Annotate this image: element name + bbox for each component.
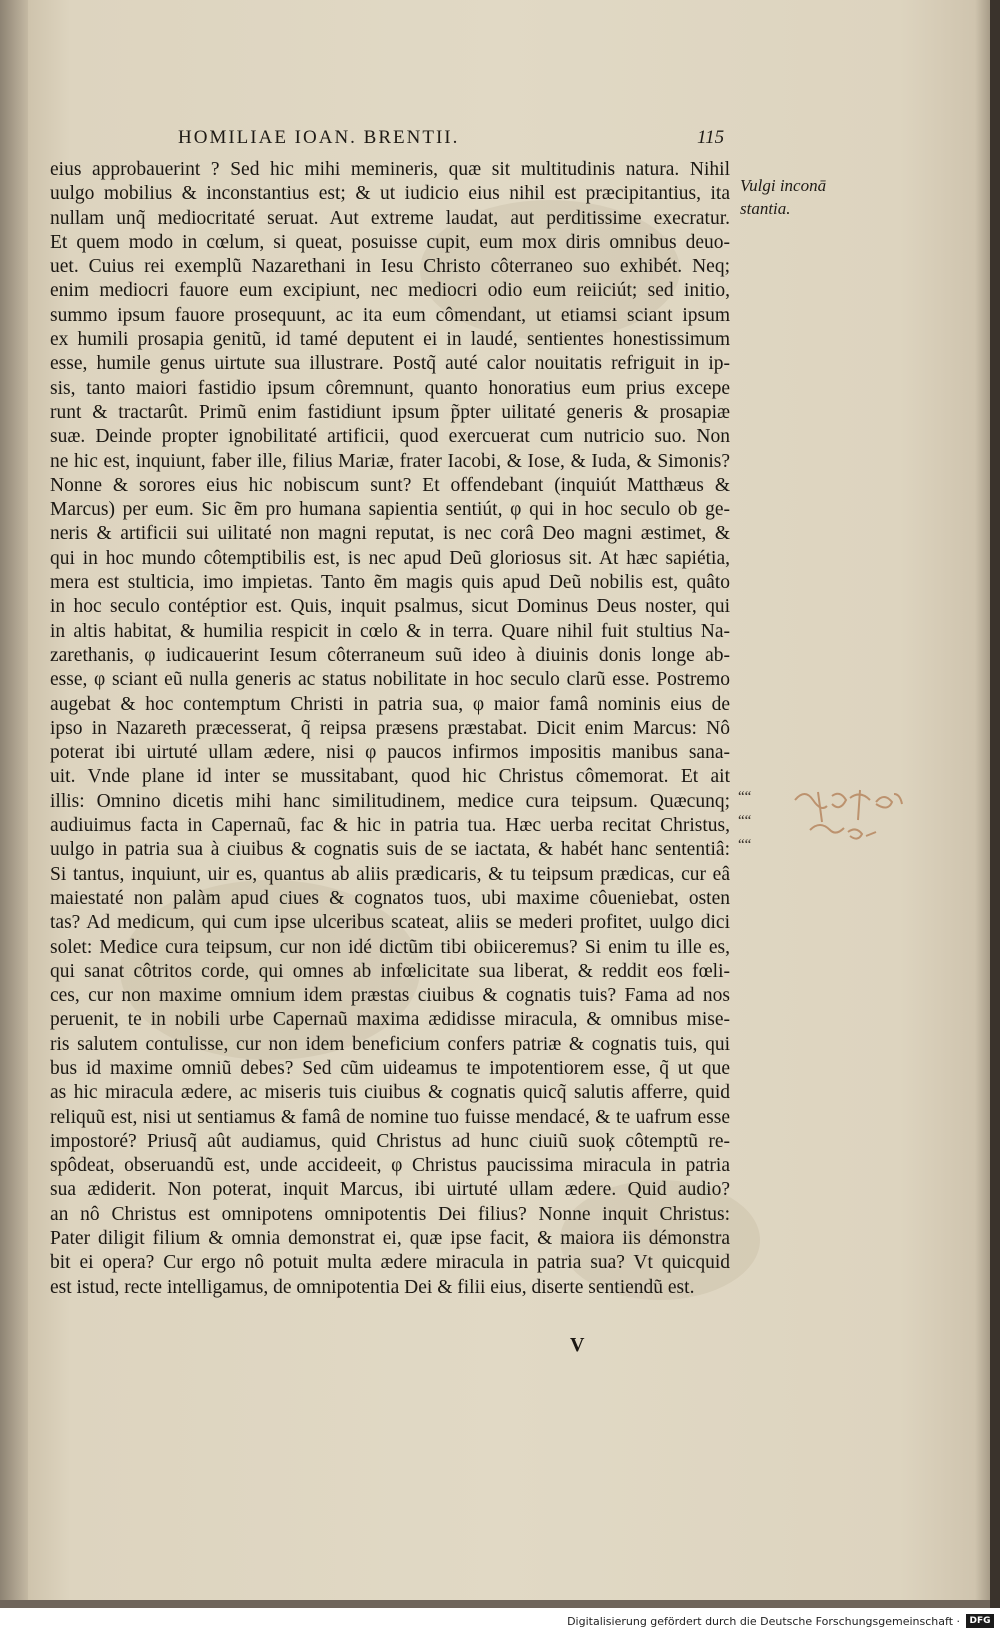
text-line: peruenit, te in nobili urbe Capernaũ maxima ædidisse miracula, & omnibus mise-: [50, 1009, 730, 1031]
text-line: neris & artificii sui uilitaté non magni reputat, is nec corâ Deo magni æstimet, &: [50, 523, 730, 545]
text-line: solet: Medice cura teipsum, cur non idé dictũm tibi obiiceremus? Si enim tu ille es,: [50, 936, 730, 958]
text-line: uulgo mobilius & inconstantius est; & ut iudicio eius nihil est præcipitantius, ita: [50, 183, 730, 205]
text-line: uit. Vnde plane id inter se mussitabant, quod hic Christus cômemorat. Et ait: [50, 766, 730, 788]
text-line: Si tantus, inquiunt, uir es, quantus ab aliis prædicaris, & tu teipsum prædicas, cur eâ: [50, 863, 730, 885]
text-line: qui sanat côtritos corde, qui omnes ab infœlicitate sua liberat, & reddit eos fœli-: [50, 960, 730, 982]
text-line: bus id maxime omniũ debes? Sed cũm uideamus te impotentiorem esse, q̃ ut que: [50, 1057, 730, 1079]
text-line: runt & tractarût. Primũ enim fastidiunt ipsum p̃pter uilitaté generis & prosapiæ: [50, 401, 730, 423]
text-line: bit ei opera? Cur ergo nô potuit multa ædere miracula in patria sua? Vt quicquid: [50, 1252, 730, 1274]
text-line: zarethanis, φ iudicauerint Iesum côterraneum suũ ideo à diuinis donis longe ab-: [50, 644, 730, 666]
running-head: [0, 127, 990, 153]
text-line: suæ. Deinde propter ignobilitaté artificii, quod exercuerat cum nutricio suo. Non: [50, 426, 730, 448]
handwritten-annotation: [790, 780, 920, 850]
body-text: [50, 158, 730, 1300]
text-line: mera est stulticia, imo impietas. Tanto ẽm magis quis apud Deũ nobilis est, quâto: [50, 572, 730, 594]
quote-mark: ““: [738, 813, 752, 829]
text-line: as hic miracula ædere, ac miseris tuis ciuibus & cognatis quicq̃ salutis afferre, quid: [50, 1082, 730, 1104]
text-line: uulgo in patria sua à ciuibus & cognatis suis de se iactata, & habét hanc sententiâ:: [50, 839, 730, 861]
text-line: sua ædiderit. Non poterat, inquit Marcus, ibi uirtuté ullam ædere. Quid audio?: [50, 1179, 730, 1201]
signature-mark: V: [570, 1334, 585, 1356]
text-line: illis: Omnino dicetis mihi hanc similitudinem, medice cura teipsum. Quæcunq;: [50, 790, 730, 812]
text-line: Nonne & sorores eius hic nobiscum sunt? Et offendebant (inquiút Matthæus &: [50, 474, 730, 496]
quote-mark: ““: [738, 837, 752, 853]
text-line: in hoc seculo contéptior est. Quis, inquit psalmus, sicut Dominus Deus noster, qui: [50, 596, 730, 618]
text-line: ipso in Nazareth præcesserat, q̃ reipsa præsens præstabat. Dicit enim Marcus: Nô: [50, 717, 730, 739]
quote-mark: ““: [738, 789, 752, 805]
page-edge: [990, 0, 1000, 1608]
text-line: esse, humile genus uirtute sua illustrare. Postq̃ auté calor nouitatis refriguit in ip-: [50, 353, 730, 375]
text-line: augebat & hoc contemptum Christi in patria sua, φ maior famâ nominis eius de: [50, 693, 730, 715]
funding-note: Digitalisierung gefördert durch die Deutsche Forschungsgemeinschaft ·: [567, 1615, 960, 1628]
text-line: tas? Ad medicum, qui cum ipse ulceribus scateat, aliis se mederi profitet, uulgo dici: [50, 912, 730, 934]
running-head-title: HOMILIAE IOAN. BRENTII.: [178, 127, 460, 148]
text-line: audiuimus facta in Capernaũ, fac & hic in patria tua. Hæc uerba recitat Christus,: [50, 815, 730, 837]
text-line: maiestaté non palàm apud ciues & cognatos tuos, ubi maxime côueniebat, osten: [50, 887, 730, 909]
digitization-footer: [0, 1612, 1000, 1632]
text-line: in altis habitat, & humilia respicit in cœlo & in terra. Quare nihil fuit stultius Na-: [50, 620, 730, 642]
text-line: ne hic est, inquiunt, faber ille, filius Mariæ, frater Iacobi, & Iose, & Iuda, & Simonis?: [50, 450, 730, 472]
text-line: enim mediocri fauore eum excipiunt, nec mediocri odio eum reiiciút; sed initio,: [50, 280, 730, 302]
text-line: spôdeat, obseruandũ est, unde accideeit, φ Christus paucissima miracula in patria: [50, 1155, 730, 1177]
text-line: sis, tanto maiori fastidio ipsum côremnunt, quanto honoratius eum prius excepe: [50, 377, 730, 399]
text-line: an nô Christus est omnipotens omnipotentis Dei filius? Nonne inquit Christus:: [50, 1203, 730, 1225]
text-line: ces, cur non maxime omnium idem præstas ciuibus & cognatis tuis? Fama ad nos: [50, 985, 730, 1007]
marginal-note: [740, 174, 830, 220]
text-line: impostoré? Priusq̃ aût audiamus, quid Christus ad hunc ciuiũ suoķ côtemptũ re-: [50, 1130, 730, 1152]
text-line: ex humili prosapia genitũ, id tamé deputent ei in laudé, sentientes honestissimum: [50, 329, 730, 351]
text-line: Pater diligit filium & omnia demonstrat ei, quæ ipse facit, & maiora iis démonstra: [50, 1228, 730, 1250]
text-line: esse, φ sciant eũ nulla generis ac status nobilitate in hoc seculo clarũ esse. Postremo: [50, 669, 730, 691]
text-line: est istud, recte intelligamus, de omnipotentia Dei & filii eius, diserte sentiendũ est.: [50, 1276, 695, 1298]
text-line: ris salutem contulisse, cur non idem beneficium confers patriæ & cognatis tuis, qui: [50, 1033, 730, 1055]
quotation-marks: [738, 785, 768, 857]
text-line: nullam unq̃ mediocritaté seruat. Aut extreme laudat, aut perditissime execratur.: [50, 207, 730, 229]
text-line: summo ipsum fauore prosequunt, ac ita eum cômendant, ut etiamsi sciant ipsum: [50, 304, 730, 326]
marginal-note-line: Vulgi inconā: [740, 176, 827, 195]
text-line: uet. Cuius rei exemplũ Nazarethani in Iesu Christo côterraneo suo exhibét. Neq;: [50, 256, 730, 278]
text-line: reliquũ est, nisi ut sentiamus & famâ de nomine tuo fuisse mendacé, & te uafrum esse: [50, 1106, 730, 1128]
text-line: qui in hoc mundo côtemptibilis est, is nec apud Deũ gloriosus sit. At hæc sapiétia,: [50, 547, 730, 569]
marginal-note-line: stantia.: [740, 199, 791, 218]
folio-number: 115: [697, 127, 725, 148]
text-line: poterat ibi uirtuté ullam ædere, nisi φ paucos infirmos impositis manibus sana-: [50, 742, 730, 764]
dfg-logo: DFG: [966, 1614, 994, 1628]
text-line: Marcus) per eum. Sic ẽm pro humana sapientia sentiút, φ qui in hoc seculo ob ge-: [50, 499, 730, 521]
text-line: Et quem modo in cœlum, si queat, posuisse cupit, eum mox diris omnibus deuo-: [50, 231, 730, 253]
book-binding: [0, 0, 28, 1600]
text-line: eius approbauerint ? Sed hic mihi memineris, quæ sit multitudinis natura. Nihil: [50, 159, 730, 180]
